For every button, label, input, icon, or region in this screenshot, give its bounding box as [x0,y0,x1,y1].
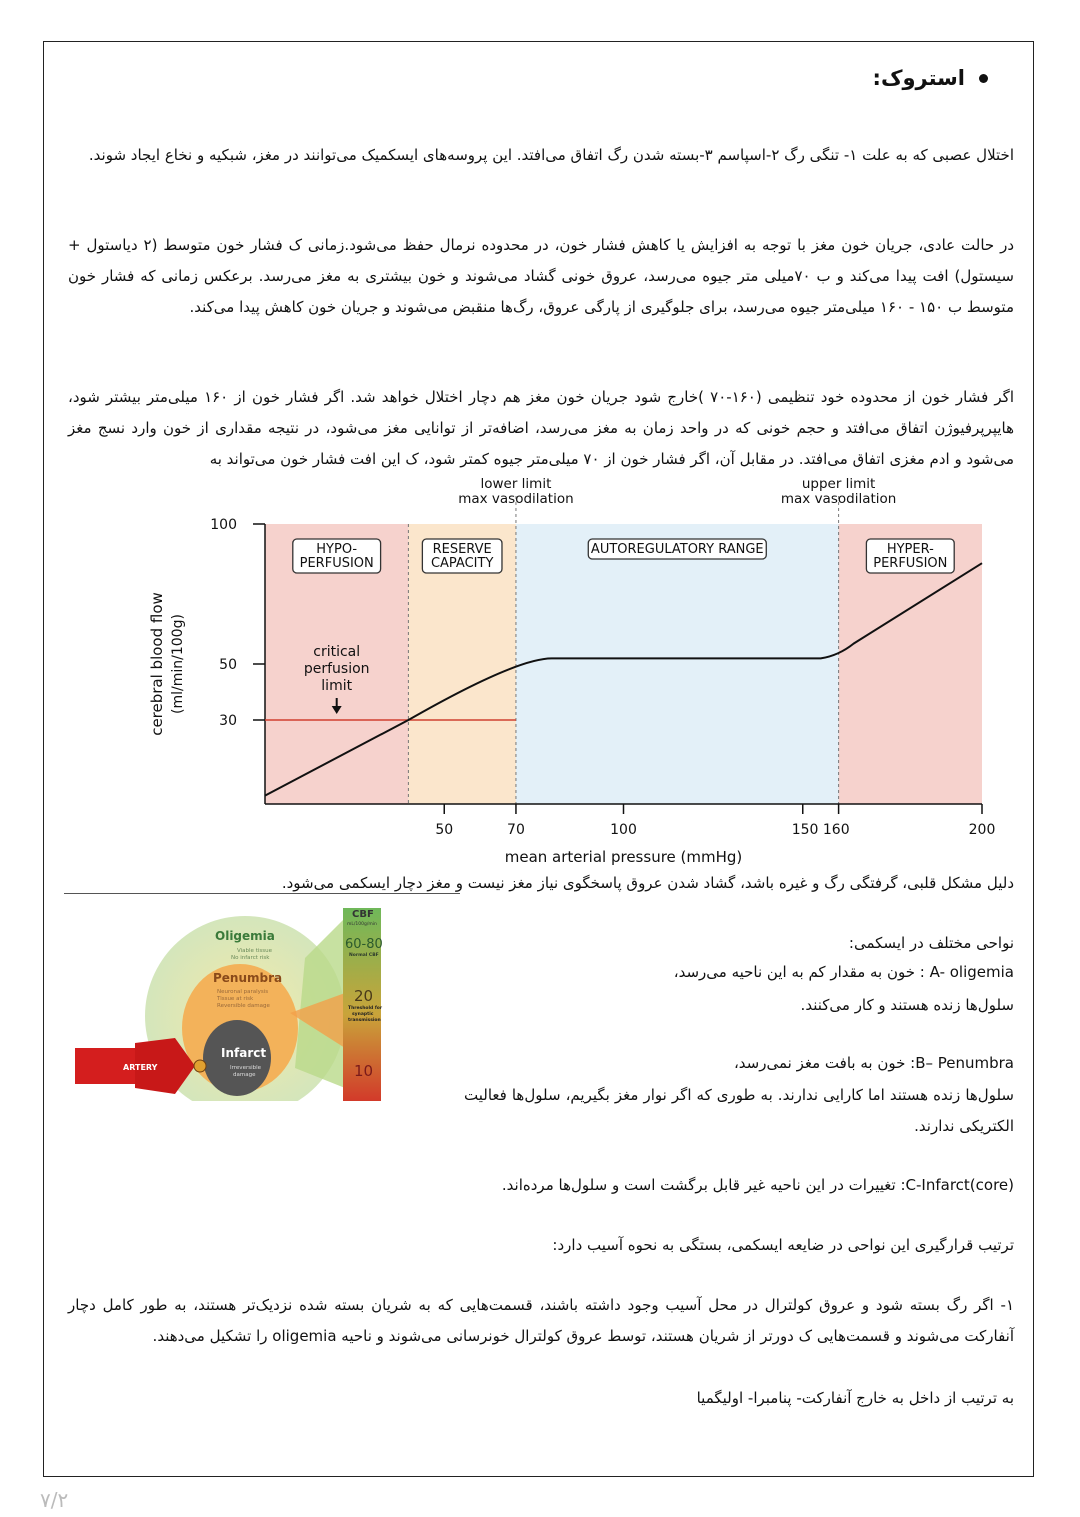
y-tick-label-100: 100 [210,517,237,533]
penumbra-label: Penumbra [213,971,283,985]
paragraph-2: در حالت عادی، جریان خون مغز با توجه به افزایش یا کاهش فشار خون، در محدوده نرمال حفظ می‌شود.زمانی ک فشار خون متوسط (۲ دیاستول + سیستول) افت پیدا می‌کند و ب ۷۰میلی متر جیوه می‌رسد، عروق خونی گشاد می‌شوند و خون بیشتری به مغز می‌رسد. برعکس زمانی که فشار خون متوسط ب ۱۵۰ - ۱۶۰ میلی‌متر جیوه می‌رسد، برای جلوگیری از پارگی عروق، رگ‌ها منقبض می‌شوند و جریان خون کاهش پیدا می‌کند. [68,236,1014,316]
divider [64,893,460,894]
autoregulation-chart [120,474,1010,874]
zone-a-line1: A- oligemia : خون به مقدار کم به این ناحیه می‌رسد، [673,963,1014,981]
x-axis-label: mean arterial pressure (mmHg) [504,848,743,866]
zones-intro: نواحی مختلف در ایسکمی: [848,934,1014,952]
x-tick-label-0: 50 [435,822,454,838]
order-item-1: ۱- اگر رگ بسته شود و عروق کولترال در محل آسیب وجود داشته باشند، قسمت‌هایی که به شریان بسته شده نزدیک‌تر هستند، به طور کامل دچار آنفارکت می‌شوند و قسمت‌هایی ک دورتر از شریان هستند، توسط عروق کولترال خونرسانی می‌شوند و ناحیه oligemia را تشکیل می‌دهند. [68,1296,1014,1345]
svg-text:Neuronal paralysis: Neuronal paralysis [217,989,269,995]
y-tick-label-50: 50 [219,657,237,673]
limit-label-0: lower limit [480,476,552,492]
paragraph-after-chart: دلیل مشکل قلبی، گرفتگی رگ و غیره باشد، گشاد شدن عروق پاسخگوی نیاز مغز نیست و مغز دچار ایسکمی می‌شود. [281,874,1014,892]
svg-text:20: 20 [354,987,374,1005]
x-tick-label-4: 200 [968,822,996,838]
zone-label-3-0: HYPER- [886,542,934,557]
svg-text:Viable tissue: Viable tissue [237,948,272,954]
bullet-icon [979,74,988,83]
svg-text:Reversible damage: Reversible damage [217,1003,270,1009]
x-tick-label-1: 70 [507,822,525,838]
section-heading [873,66,988,90]
ischemia-zones-figure [65,898,460,1101]
limit-label-1: upper limit [801,476,876,492]
critical-label-2: limit [321,678,353,694]
y-tick-label-30: 30 [219,713,237,729]
paragraph-3: اگر فشار خون از محدوده خود تنظیمی (۱۶۰-۷۰ )خارج شود جریان خون مغز هم دچار اختلال خواهد شد. اگر فشار خون از ۱۶۰ میلی‌متر بیشتر شود، هایپرپرفیوژن اتفاق می‌افتد و حجم خونی که در واحد زمان به مغز می‌رسد، اضافه‌تر از توانایی مغز می‌شود، در نتیجه مقداری از خون وارد نسج مغز می‌شود و ادم مغزی اتفاق می‌افتد. در مقابل آن، اگر فشار خون از ۷۰ میلی‌متر جیوه کمتر شود، ک این افت فشار خون می‌تواند به [68,388,1014,468]
svg-text:transmission: transmission [348,1018,381,1023]
x-tick-label-3: 150 160 [791,822,850,838]
zone-label-3-1: PERFUSION [873,556,948,571]
paragraph-1: اختلال عصبی که به علت ۱- تنگی رگ ۲-اسپاسم ۳-بسته شدن رگ اتفاق می‌افتد. این پروسه‌های ایسکمیک می‌توانند در مغز، شبکیه و نخاع ایجاد شوند. [88,146,1014,164]
x-tick-label-2: 100 [610,822,637,838]
limit-sublabel-1: max vasodilation [780,491,897,507]
order-intro: ترتیب قرارگیری این نواحی در ضایعه ایسکمی، بستگی به نحوه آسیب دارد: [552,1236,1014,1254]
svg-text:Tissue at risk: Tissue at risk [217,996,254,1002]
zone-label-0-1: PERFUSION [299,556,374,571]
svg-text:damage: damage [233,1072,256,1078]
zone-a-line2: سلول‌ها زنده هستند و کار می‌کنند. [800,996,1014,1014]
y-axis-label: cerebral blood flow [148,592,166,736]
zone-label-1-1: CAPACITY [430,556,494,571]
zone-band-2 [516,524,839,804]
svg-text:10: 10 [354,1062,374,1080]
svg-text:No infarct risk: No infarct risk [231,955,270,961]
order-item-2: به ترتیب از داخل به خارج آنفارکت- پنامبرا- اولیگمیا [696,1389,1014,1407]
cbf-label: CBF [352,909,374,920]
page-number: ۷/۲ [40,1488,69,1512]
svg-text:60-80: 60-80 [345,937,383,952]
zone-label-0-0: HYPO- [316,542,358,557]
limit-sublabel-0: max vasodilation [458,491,574,507]
artery-label: ARTERY [123,1063,158,1072]
heading-text: استروک: [872,66,965,90]
infarct-label: Infarct [221,1046,267,1060]
critical-label-0: critical [313,644,361,660]
zone-b-line2: سلول‌ها زنده هستند اما کارایی ندارند. به طوری که اگر نوار مغز بگیریم، سلول‌ها فعالیت الکتریکی ندارند. [464,1086,1014,1135]
zone-label-2-0: AUTOREGULATORY RANGE [590,542,764,557]
svg-text:Irreversible: Irreversible [230,1065,262,1071]
oligemia-label: Oligemia [215,929,275,943]
zone-b-line1: B– Penumbra: خون به بافت مغز نمی‌رسد، [733,1054,1014,1072]
svg-text:mL/100g/min: mL/100g/min [347,922,377,927]
svg-text:Threshold for: Threshold for [348,1006,383,1011]
svg-text:synaptic: synaptic [352,1012,374,1017]
svg-text:Normal CBF: Normal CBF [349,953,379,958]
critical-label-1: perfusion [303,661,370,677]
zone-label-1-0: RESERVE [432,542,492,557]
y-axis-label-unit: (ml/min/100g) [170,614,186,714]
zone-c: C-Infarct(core): تغییرات در این ناحیه غیر قابل برگشت است و سلول‌ها مرده‌اند. [501,1176,1014,1194]
